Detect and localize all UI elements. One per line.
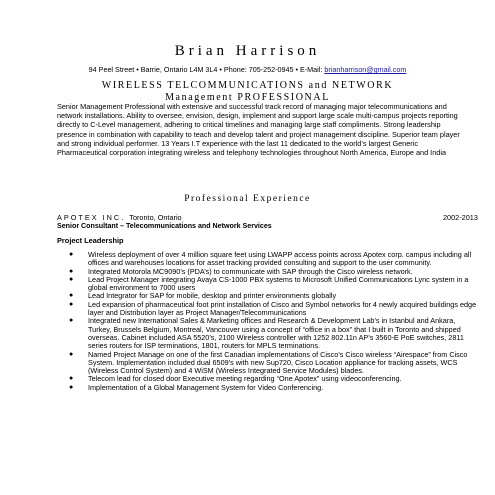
job-header <box>57 213 182 222</box>
bullet-text: Wireless deployment of over 4 million square feet using LWAPP access points across Apotex corp. campus including all offices and warehouses locations for asset tracking provided consulting and support to the user community. <box>88 250 472 268</box>
headline-title: WIRELESS TELCOMMUNICATIONS and NETWORK <box>101 80 394 91</box>
bullet-text: Integrated new International Sales & Marketing offices and Research & Development Lab’s in Istanbul and Ankara, Turkey, Brussels Belgium, Montreal, Vancouver using a concept of “office in a box” that I built in Toronto and shipped overseas. Cabinet included ASA 5520’s, 2100 Wireless controller with 1252 802.11n AP’s 3560-E PoE switches, 2811 series routers for ISP terminations, 1801, routers for MPLS terminations. <box>88 316 464 351</box>
bullet-icon: ● <box>69 292 74 300</box>
bullet-text: Lead Project Manager integrating Avaya CS-1000 PBX systems to Microsoft Unified Communications Lync system in a global environment to 7000 users <box>88 274 469 293</box>
list-item <box>57 351 477 376</box>
bullet-text: Led expansion of pharmaceutical foot print installation of Cisco and Symbol networks for 4 newly acquired buildings edge layer and Distribution layer as Project Manager/Telecommunications <box>88 299 477 318</box>
bullet-text: Named Project Manage on one of the first Canadian implementations of Cisco’s Cisco wireless “Airespace” from Cisco System. Implementation included dual 6509’s with new Sup720, Cisco Location appliance for tracking assets, WCS (Wireless Control System) and 4 WiSM (Wireless Integrated Service Modules) blades. <box>88 349 468 376</box>
company-name: APOTEX INC. <box>57 213 126 222</box>
bullet-icon: ● <box>69 317 74 325</box>
job-dates: 2002-2013 <box>443 213 478 222</box>
bullet-icon: ● <box>69 350 74 358</box>
summary-paragraph: Senior Management Professional with extensive and successful track record of managing major telecommunications and network installations. Ability to oversee, envision, design, implement and support large scale multi-campus projects reporting directly to C-Level management, adhering to critical timelines and managing large staff compliments. Strong leadership presence in combination with capability to teach and develop talent and project management discipline. Superior team player and strong individual performer. 13 Years I.T experience with the last 11 dedicated to the world’s largest Generic Pharmaceutical corporation integrating wireless and telephony technologies throughout North America, Europe and India <box>57 102 460 158</box>
bullet-text: Lead Integrator for SAP for mobile, desktop and printer environments globally <box>88 291 337 301</box>
headline-subtitle: Management PROFESSIONAL <box>165 92 330 103</box>
bullet-icon: ● <box>69 383 74 391</box>
bullet-icon: ● <box>69 251 74 258</box>
email-link[interactable]: brianharrison@gmail.com <box>324 65 407 74</box>
resume-name: Brian Harrison <box>174 43 321 59</box>
list-item <box>57 276 477 293</box>
bullet-text: Integrated Motorola MC9090’s (PDA’s) to communicate with SAP through the Cisco wireless network. <box>88 266 413 276</box>
section-title: Professional Experience <box>184 194 311 204</box>
contact-address: 94 Peel Street • Barrie, Ontario L4M 3L4 • Phone: 705-252-0945 • E-Mail: <box>88 65 325 74</box>
list-item <box>57 317 477 350</box>
bullet-list <box>57 251 477 392</box>
bullet-icon: ● <box>69 267 74 275</box>
list-item <box>57 251 477 268</box>
job-role: Senior Consultant – Telecommunications and Network Services <box>57 222 272 230</box>
list-item <box>57 301 477 318</box>
contact-line <box>0 65 495 74</box>
list-item <box>57 384 477 392</box>
bullet-icon: ● <box>69 300 74 308</box>
bullet-text: Telecom lead for closed door Executive meeting regarding “One Apotex” using videoconferencing. <box>88 374 402 384</box>
bullet-icon: ● <box>69 375 74 383</box>
bullet-icon: ● <box>69 275 74 283</box>
bullet-text: Implementation of a Global Management System for Video Conferencing. <box>88 382 324 392</box>
company-location: Toronto, Ontario <box>129 213 182 222</box>
project-subheading: Project Leadership <box>57 236 124 245</box>
